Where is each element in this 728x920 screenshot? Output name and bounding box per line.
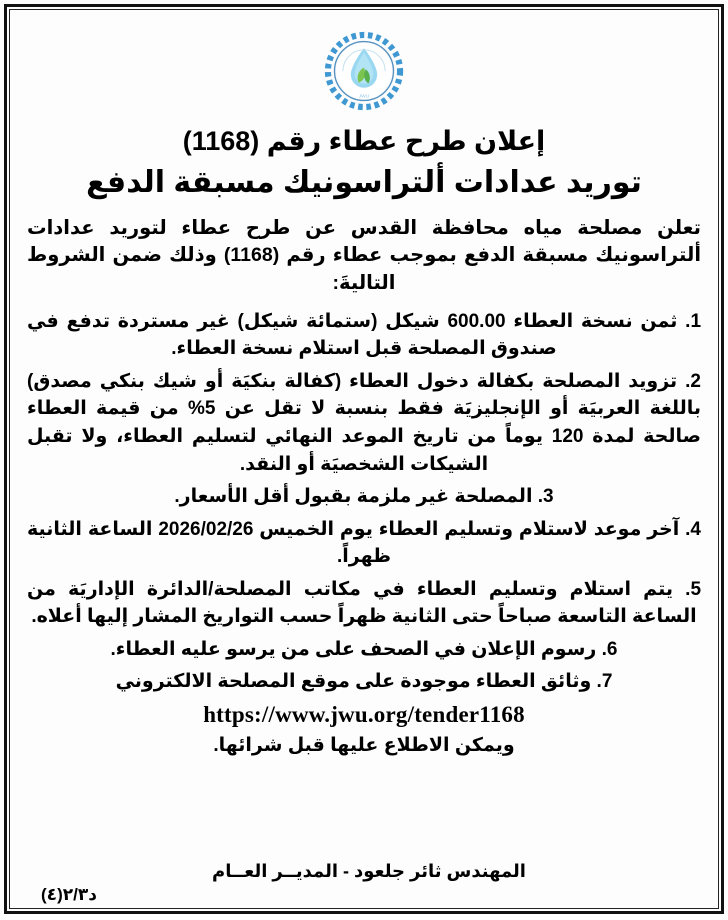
- terms-list: [27, 308, 701, 701]
- tender-website-url[interactable]: https://www.jwu.org/tender1168: [203, 701, 525, 727]
- term-item-6: رسوم الإعلان في الصحف على من يرسو عليه العطاء.: [110, 638, 597, 660]
- reference-code: د٢/٣(٤): [41, 885, 97, 904]
- layout-spacer: [27, 757, 701, 855]
- term-item-3: المصلحة غير ملزمة بقبول أقل الأسعار.: [174, 486, 533, 508]
- jerusalem-water-undertaking-logo: [320, 27, 408, 115]
- svg-text:JWU: JWU: [358, 94, 370, 100]
- term-item-5: يتم استلام وتسليم العطاء في مكاتب المصلحة/الدائرة الإداريَة من الساعة التاسعة صباحاً حتى الثانية ظهراً حسب التواريخ المشار إليها أعلاه.: [27, 578, 697, 628]
- term-item-7: وثائق العطاء موجودة على موقع المصلحة الالكتروني: [115, 671, 592, 693]
- signatory-line: المهندس ثائر جلعود - المديــر العــام: [212, 861, 526, 881]
- tender-subject-title: توريد عدادات ألتراسونيك مسبقة الدفع: [86, 165, 642, 199]
- intro-paragraph: تعلن مصلحة مياه محافظة القدس عن طرح عطاء لتوريد عدادات ألتراسونيك مسبقة الدفع بموجب عطاء رقم (1168) وذلك ضمن الشروط التاليةَ:: [27, 216, 701, 295]
- document-content: [5, 5, 723, 915]
- term-item-2: تزويد المصلحة بكفالة دخول العطاء (كفالة بنكيَة أو شيك بنكي مصدق) باللغة العربيَة أو الإنجليزيَة فقط بنسبة لا تقل عن 5% من قيمة العطاء صالحة لمدة 120 يوماً من تاريخ الموعد النهائي لتسليم العطاء، ولا تقبل الشيكات الشخصيَة أو النقد.: [27, 370, 701, 475]
- term-item-4: آخر موعد لاستلام وتسليم العطاء يوم الخميس 2026/02/26 الساعة الثانية ظهراً.: [27, 518, 680, 568]
- term-item-1: ثمن نسخة العطاء 600.00 شيكل (ستمائة شيكل) غير مستردة تدفع في صندوق المصلحة قبل استلام نسخة العطاء.: [27, 310, 678, 360]
- announcement-title: إعلان طرح عطاء رقم (1168): [182, 126, 546, 156]
- inspection-note: ويمكن الاطلاع عليها قبل شرائها.: [213, 734, 515, 756]
- title-block: [27, 125, 701, 201]
- logo-row: [27, 21, 701, 121]
